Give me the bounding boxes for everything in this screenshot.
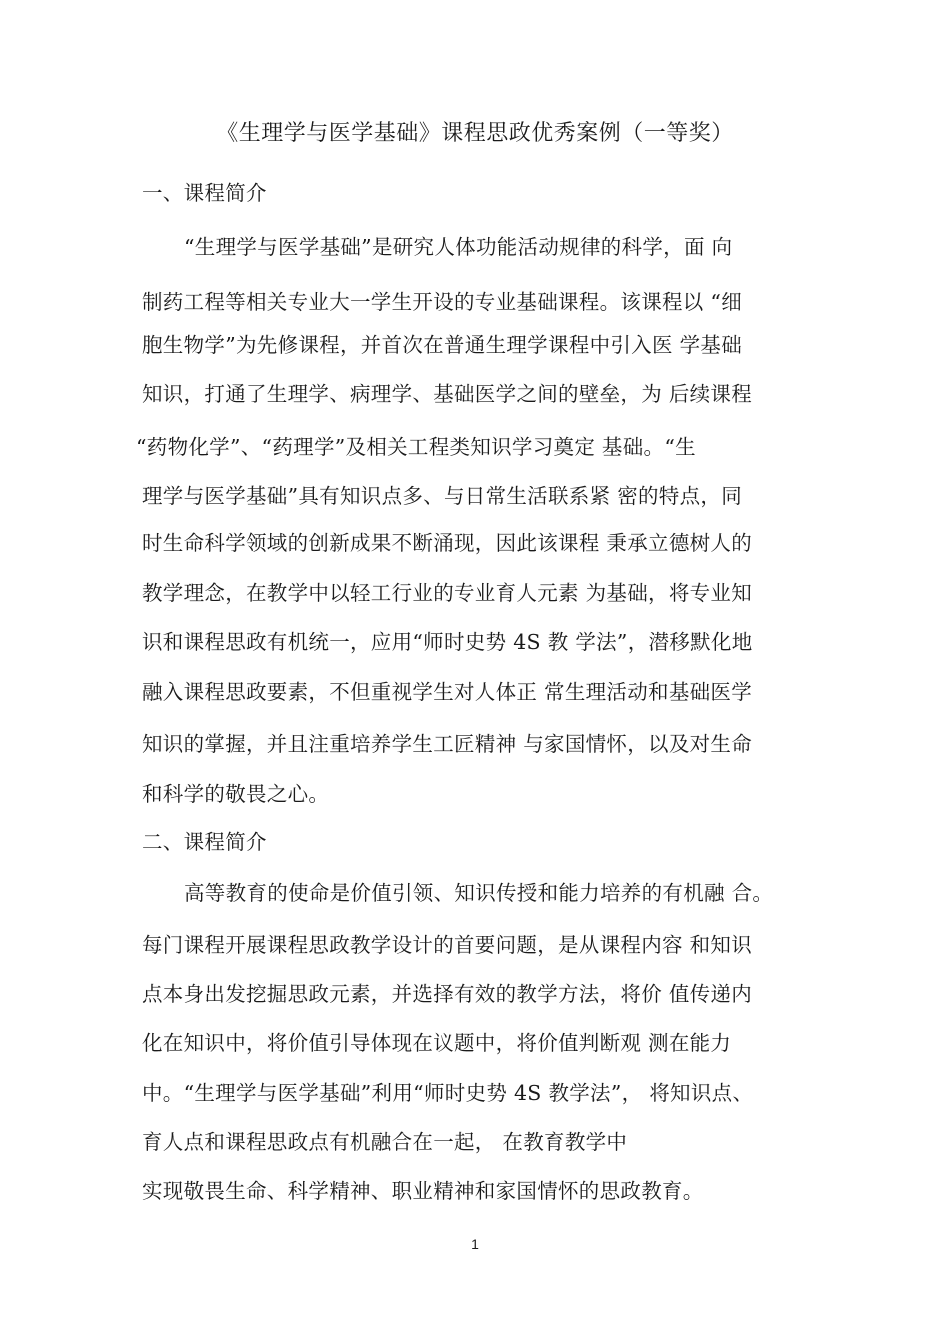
page-number: 1 <box>471 1236 479 1252</box>
paragraph-line: 知识，打通了生理学、病理学、基础医学之间的壁垒，为 后续课程 <box>142 382 753 406</box>
paragraph-line: 高等教育的使命是价值引领、知识传授和能力培养的有机融 合。 <box>184 881 774 905</box>
paragraph-line: 时生命科学领域的创新成果不断涌现，因此该课程 秉承立德树人的 <box>142 531 753 555</box>
paragraph-line: 和科学的敬畏之心。 <box>142 782 330 806</box>
paragraph-line: 知识的掌握，并且注重培养学生工匠精神 与家国情怀，以及对生命 <box>142 732 753 756</box>
paragraph-line: 识和课程思政有机统一，应用“师时史势 4S 教 学法”，潜移默化地 <box>142 630 753 654</box>
paragraph-line: 融入课程思政要素，不但重视学生对人体正 常生理活动和基础医学 <box>142 680 753 704</box>
paragraph-line: 实现敬畏生命、科学精神、职业精神和家国情怀的思政教育。 <box>142 1179 704 1203</box>
paragraph-line: 教学理念，在教学中以轻工行业的专业育人元素 为基础，将专业知 <box>142 581 753 605</box>
section-heading-1: 一、课程简介 <box>142 181 267 205</box>
paragraph-line: 育人点和课程思政点有机融合在一起， 在教育教学中 <box>142 1130 628 1154</box>
paragraph-line: “药物化学”、“药理学”及相关工程类知识学习奠定 基础。“生 <box>136 435 696 459</box>
paragraph-line: 胞生物学”为先修课程，并首次在普通生理学课程中引入医 学基础 <box>142 333 742 357</box>
paragraph-line: “生理学与医学基础”是研究人体功能活动规律的科学，面 向 <box>184 235 733 259</box>
paragraph-line: 点本身出发挖掘思政元素，并选择有效的教学方法，将价 值传递内 <box>142 982 753 1006</box>
section-heading-2: 二、课程简介 <box>142 830 267 854</box>
paragraph-line: 每门课程开展课程思政教学设计的首要问题，是从课程内容 和知识 <box>142 933 753 957</box>
paragraph-line: 理学与医学基础”具有知识点多、与日常生活联系紧 密的特点，同 <box>142 484 742 508</box>
paragraph-line: 制药工程等相关专业大一学生开设的专业基础课程。该课程以 “细 <box>142 290 742 314</box>
paragraph-line: 化在知识中，将价值引导体现在议题中，将价值判断观 测在能力 <box>142 1031 732 1055</box>
document-title: 《生理学与医学基础》课程思政优秀案例（一等奖） <box>216 121 734 146</box>
paragraph-line: 中。“生理学与医学基础”利用“师时史势 4S 教学法”， 将知识点、 <box>142 1081 754 1105</box>
